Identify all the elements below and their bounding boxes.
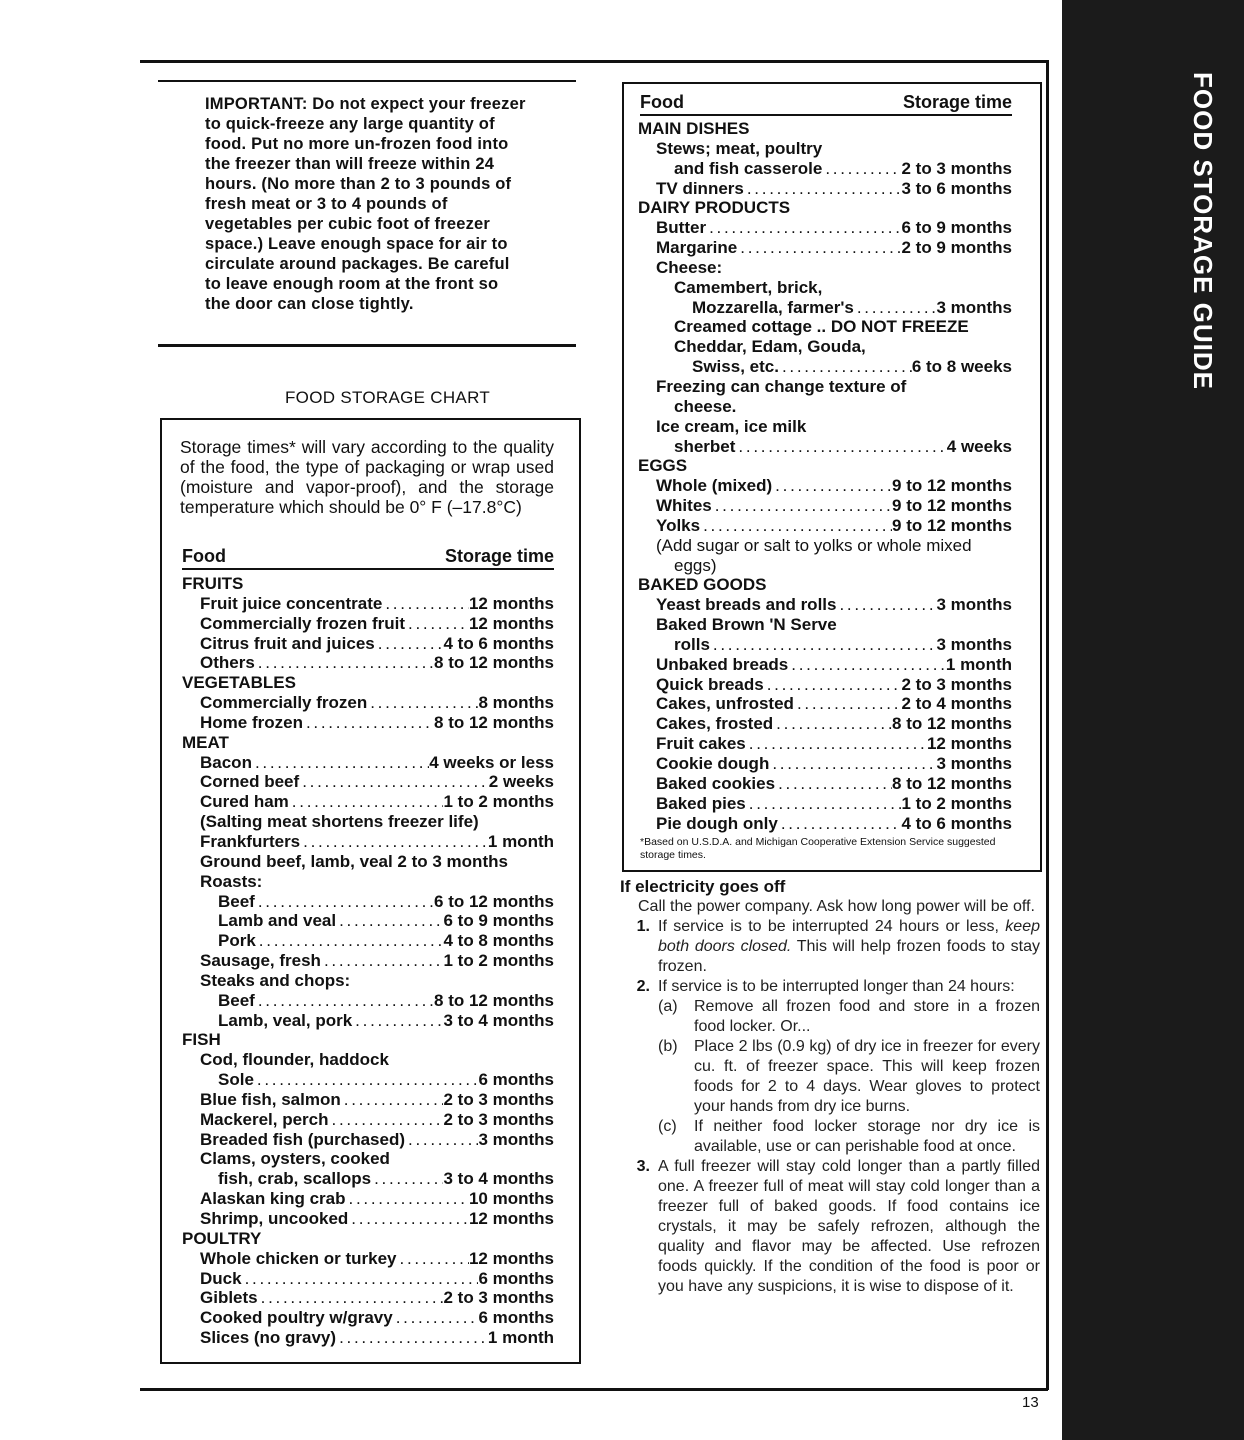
sub-a-text: Remove all frozen food and store in a frozen food locker. Or... [694, 998, 1040, 1035]
dot-leader [321, 951, 444, 971]
storage-row [182, 1308, 554, 1328]
food-name: Mozzarella, farmer's [692, 297, 854, 317]
storage-time: 4 weeks [946, 436, 1012, 456]
storage-time: 2 to 3 months [901, 158, 1012, 178]
dot-leader [299, 772, 489, 792]
food-name: Cakes, frosted [656, 714, 774, 734]
dot-leader [405, 614, 469, 634]
storage-time: 2 to 3 months [443, 1109, 554, 1129]
item-3-text: A full freezer will stay cold longer than a partly filled one. A freezer full of meat will stay cold longer than a freezer full of baked goods. If food contains ice crystals, it may be safely refrozen, although the quality and flavor may be affected. Use refrozen foods quickly. If the condition of the food is poor or you have any suspicions, it is wise to dispose of it. [658, 1158, 1040, 1295]
side-tab-label: FOOD STORAGE GUIDE [1188, 72, 1218, 390]
storage-row [182, 772, 554, 792]
food-name: Slices (no gravy) [200, 1328, 337, 1348]
dot-leader [710, 635, 937, 655]
food-name: Duck [200, 1268, 242, 1288]
food-name: Baked pies [656, 793, 746, 813]
storage-time: 3 to 4 months [443, 1010, 554, 1030]
food-name: Butter [656, 218, 707, 238]
storage-row [638, 159, 1012, 179]
storage-row [638, 694, 1012, 714]
chart-footnote: *Based on U.S.D.A. and Michigan Cooperative Extension Service suggested storage times. [640, 836, 996, 861]
storage-line: Cod, flounder, haddock [200, 1050, 389, 1070]
food-name: Margarine [656, 238, 738, 258]
storage-row [638, 675, 1012, 695]
storage-row [638, 238, 1012, 258]
chart-title: FOOD STORAGE CHART [285, 388, 491, 407]
storage-line: Roasts: [200, 871, 263, 891]
dot-leader [242, 1269, 479, 1289]
side-tab-label-wrap [1184, 72, 1224, 390]
category-heading: POULTRY [182, 1228, 262, 1248]
storage-time: 12 months [926, 734, 1012, 754]
dot-leader [255, 991, 434, 1011]
dot-leader [254, 1070, 479, 1090]
sub-c-label: (c) [658, 1118, 677, 1135]
category-heading: DAIRY PRODUCTS [638, 198, 791, 218]
storage-row [182, 792, 554, 812]
item-number: 1. [636, 918, 650, 935]
food-name: Bacon [200, 752, 252, 772]
food-name: Yeast breads and rolls [656, 595, 837, 615]
storage-row [638, 595, 1012, 615]
power-intro: Call the power company. Ask how long power will be off. [638, 898, 1035, 915]
food-name: Giblets [200, 1288, 258, 1308]
storage-time: 8 to 12 months [892, 714, 1012, 734]
dot-leader [371, 1169, 443, 1189]
dot-leader [393, 1308, 479, 1328]
food-name: Blue fish, salmon [200, 1089, 341, 1109]
food-name: Breaded fish (purchased) [200, 1129, 405, 1149]
storage-time: 2 to 3 months [443, 1089, 554, 1109]
storage-line: cheese. [674, 396, 737, 416]
food-name: Pie dough only [656, 813, 778, 833]
food-name: TV dinners [656, 178, 744, 198]
storage-time: 4 weeks or less [429, 752, 554, 772]
storage-line: Creamed cottage .. DO NOT FREEZE [674, 317, 969, 337]
storage-time: 2 weeks [488, 772, 554, 792]
dot-leader [329, 1110, 444, 1130]
storage-time: 4 to 6 months [443, 633, 554, 653]
dot-leader [303, 713, 434, 733]
item-2-text: If service is to be interrupted longer than 24 hours: [658, 978, 1015, 995]
storage-row [638, 437, 1012, 457]
food-name: Lamb and veal [218, 911, 337, 931]
storage-time: 12 months [468, 1248, 554, 1268]
dot-leader [382, 594, 469, 614]
storage-row [182, 634, 554, 654]
storage-row [182, 892, 554, 912]
storage-row [638, 814, 1012, 834]
storage-time: 3 to 4 months [443, 1169, 554, 1189]
dot-leader [336, 911, 443, 931]
storage-row [182, 1011, 554, 1031]
storage-line: Cheddar, Edam, Gouda, [674, 337, 866, 357]
dot-leader [348, 1209, 469, 1229]
food-name: and fish casserole [674, 158, 823, 178]
storage-time: 4 to 6 months [901, 813, 1012, 833]
storage-time: 6 months [478, 1070, 554, 1090]
food-name: Cakes, unfrosted [656, 694, 794, 714]
dot-leader [367, 693, 478, 713]
storage-row [182, 1328, 554, 1348]
right-column-edge [1046, 60, 1049, 1390]
storage-row [638, 754, 1012, 774]
food-name: Yolks [656, 515, 701, 535]
dot-leader [336, 1328, 488, 1348]
dot-leader [405, 1130, 478, 1150]
food-name: fish, crab, scallops [218, 1169, 372, 1189]
storage-time: 12 months [468, 1209, 554, 1228]
food-name: Fruit cakes [656, 734, 746, 754]
storage-time: 2 to 4 months [901, 694, 1012, 714]
storage-row [638, 655, 1012, 675]
dot-leader [778, 814, 902, 834]
item-number [620, 997, 658, 1037]
power-sub-c [658, 1117, 1040, 1157]
storage-time: 1 month [945, 654, 1012, 674]
item-1-text-a: If service is to be interrupted 24 hours or less, [658, 918, 999, 935]
power-sub-b-wrap [620, 1037, 1040, 1117]
dot-leader [258, 1288, 444, 1308]
storage-time: 3 months [936, 595, 1012, 615]
storage-row [638, 734, 1012, 754]
storage-time: 6 months [478, 1308, 554, 1328]
storage-row [182, 614, 554, 634]
important-bottom-rule [158, 344, 576, 347]
important-note: IMPORTANT: Do not expect your freezer to quick-freeze any large quantity of food. Put no more un-frozen food into the freezer than will freeze within 24 hours. (No more than 2 to 3 pounds of fresh meat or 3 to 4 pounds of vegetables per cubic foot of freezer space.) Leave enough space for air to circulate around packages. Be careful to leave enough room at the front so the door can close tightly. [205, 95, 526, 313]
chart-intro: Storage times* will vary according to the quality of the food, the type of packaging or wrap used (moisture and vapor-proof), and the storage temperature which should be 0° F (–17.8°C) [180, 437, 554, 517]
food-column-header: Food [182, 546, 226, 566]
dot-leader [300, 832, 488, 852]
food-name: sherbet [674, 436, 736, 456]
storage-line: Ground beef, lamb, veal 2 to 3 months [200, 851, 508, 871]
dot-leader [737, 238, 901, 258]
storage-line: Freezing can change texture of [656, 376, 907, 396]
storage-row [182, 832, 554, 852]
storage-line: Stews; meat, poultry [656, 138, 823, 158]
page-number: 13 [1022, 1394, 1039, 1411]
storage-time: 8 to 12 months [434, 712, 554, 732]
storage-row [638, 496, 1012, 516]
top-rule [140, 60, 1048, 63]
storage-time: 12 months [468, 613, 554, 633]
food-name: Commercially frozen [200, 693, 368, 713]
dot-leader [764, 675, 902, 695]
storage-row [638, 635, 1012, 655]
storage-time: 3 months [478, 1129, 554, 1149]
food-name: Citrus fruit and juices [200, 633, 375, 653]
storage-note: (Add sugar or salt to yolks or whole mixed [656, 535, 972, 555]
dot-leader [341, 1090, 444, 1110]
storage-time: 6 months [478, 1268, 554, 1288]
power-heading: If electricity goes off [620, 877, 786, 896]
dot-leader [854, 298, 937, 318]
food-column-header-right: Food [640, 92, 684, 112]
power-item-2 [620, 977, 1040, 997]
item-number: 3. [636, 1158, 650, 1175]
dot-leader [746, 734, 927, 754]
bottom-rule [140, 1388, 1048, 1391]
category-heading: FRUITS [182, 574, 244, 593]
storage-time: 2 to 3 months [443, 1288, 554, 1308]
power-sub-a-wrap [620, 997, 1040, 1037]
storage-time: 2 to 9 months [901, 238, 1012, 258]
food-name: Lamb, veal, pork [218, 1010, 353, 1030]
left-table-header [182, 546, 554, 570]
food-name: Whole chicken or turkey [200, 1248, 397, 1268]
storage-time: 1 to 2 months [443, 792, 554, 812]
food-name: Cooked poultry w/gravy [200, 1308, 393, 1328]
dot-leader [712, 496, 892, 516]
dot-leader [255, 653, 434, 673]
sub-a-label: (a) [658, 998, 678, 1015]
food-name: Cookie dough [656, 754, 770, 773]
storage-row [638, 476, 1012, 496]
storage-time: 4 to 8 months [443, 931, 554, 951]
storage-time: 8 months [478, 693, 554, 713]
food-name: rolls [674, 634, 710, 654]
power-sub-c-wrap [620, 1117, 1040, 1157]
storage-row [182, 1169, 554, 1189]
storage-time: 9 to 12 months [892, 476, 1012, 496]
storage-time: 12 months [468, 593, 554, 613]
storage-time: 6 to 12 months [434, 891, 554, 911]
food-name: Mackerel, perch [200, 1109, 329, 1129]
dot-leader [289, 792, 444, 812]
food-name: Quick breads [656, 674, 764, 694]
food-name: Swiss, etc. [692, 357, 779, 377]
dot-leader [346, 1189, 469, 1209]
food-name: Sole [218, 1070, 254, 1090]
item-number: 2. [636, 978, 650, 995]
category-heading: MAIN DISHES [638, 119, 750, 138]
storage-row [638, 357, 1012, 377]
dot-leader [794, 694, 902, 714]
item-number [620, 1037, 658, 1117]
storage-row [182, 911, 554, 931]
dot-leader [772, 476, 892, 496]
storage-row [182, 1070, 554, 1090]
dot-leader [746, 794, 902, 814]
storage-row [638, 298, 1012, 318]
right-storage-list [638, 119, 1012, 833]
dot-leader [775, 774, 892, 794]
storage-time: 1 to 2 months [901, 793, 1012, 813]
power-sub-a [658, 997, 1040, 1037]
dot-leader [252, 753, 429, 773]
storage-time: 3 months [936, 634, 1012, 654]
storage-row [182, 1209, 554, 1229]
food-name: Beef [218, 990, 255, 1010]
storage-row [182, 1249, 554, 1269]
storage-row [182, 951, 554, 971]
category-heading: BAKED GOODS [638, 575, 767, 595]
category-heading: EGGS [638, 456, 688, 476]
category-heading: MEAT [182, 732, 229, 752]
dot-leader [256, 931, 444, 951]
storage-row [638, 794, 1012, 814]
storage-row [182, 1269, 554, 1289]
dot-leader [397, 1249, 469, 1269]
storage-time: 3 to 6 months [901, 178, 1012, 198]
power-outage-section [620, 877, 1040, 1297]
storage-column-header: Storage time [444, 546, 554, 566]
storage-time: 6 to 9 months [443, 911, 554, 931]
storage-row [182, 693, 554, 713]
food-name: Others [200, 653, 255, 673]
storage-time: 6 to 9 months [901, 218, 1012, 238]
important-top-rule [158, 80, 576, 82]
food-name: Beef [218, 891, 255, 911]
storage-row [182, 1090, 554, 1110]
storage-row [182, 1130, 554, 1150]
dot-leader [735, 437, 946, 457]
food-name: Commercially frozen fruit [200, 613, 405, 633]
storage-row [638, 218, 1012, 238]
food-name: Shrimp, uncooked [200, 1209, 349, 1228]
dot-leader [822, 159, 901, 179]
storage-time: 3 months [936, 754, 1012, 773]
item-number [620, 1117, 658, 1157]
food-name: Sausage, fresh [200, 951, 321, 971]
dot-leader [744, 179, 902, 199]
item-1-text-b: This will help frozen foods to stay frozen. [658, 938, 1041, 975]
power-sub-b [658, 1037, 1040, 1117]
storage-time: 8 to 12 months [434, 990, 554, 1010]
sub-b-label: (b) [658, 1038, 678, 1055]
dot-leader [375, 634, 444, 654]
storage-row [182, 653, 554, 673]
food-name: Alaskan king crab [200, 1189, 346, 1209]
food-name: Fruit juice concentrate [200, 593, 383, 613]
storage-row [638, 516, 1012, 536]
food-name: Corned beef [200, 772, 300, 792]
storage-line: Clams, oysters, cooked [200, 1149, 390, 1169]
power-item-3 [620, 1157, 1040, 1297]
category-heading: FISH [182, 1030, 221, 1050]
storage-column-header-right: Storage time [902, 92, 1012, 112]
sub-b-text: Place 2 lbs (0.9 kg) of dry ice in freezer for every cu. ft. of freezer space. This will keep frozen foods for 2 to 4 days. Wear gloves to protect your hands from dry ice burns. [694, 1038, 1040, 1115]
storage-row [182, 1110, 554, 1130]
storage-time: 8 to 12 months [892, 773, 1012, 793]
storage-row [182, 753, 554, 773]
storage-row [182, 931, 554, 951]
storage-time: 6 to 8 weeks [911, 357, 1012, 377]
storage-line: Steaks and chops: [200, 970, 351, 990]
power-item-1 [620, 917, 1040, 977]
storage-time: 3 months [936, 297, 1012, 317]
dot-leader [836, 595, 936, 615]
storage-time: 8 to 12 months [434, 653, 554, 673]
food-name: Baked cookies [656, 773, 776, 793]
food-name: Whole (mixed) [656, 476, 773, 496]
storage-time: 1 to 2 months [443, 951, 554, 971]
storage-time: 9 to 12 months [892, 515, 1012, 535]
dot-leader [706, 218, 901, 238]
storage-row [638, 714, 1012, 734]
dot-leader [255, 892, 434, 912]
storage-row [182, 991, 554, 1011]
dot-leader [700, 516, 892, 536]
storage-row [182, 1288, 554, 1308]
storage-row [182, 713, 554, 733]
category-heading: VEGETABLES [182, 673, 296, 693]
storage-time: 2 to 3 months [901, 674, 1012, 694]
storage-row [638, 179, 1012, 199]
left-storage-list [182, 574, 554, 1348]
side-tab [1062, 0, 1244, 1440]
dot-leader [773, 714, 892, 734]
storage-time: 1 month [487, 1328, 554, 1348]
dot-leader [352, 1011, 443, 1031]
storage-time: 1 month [487, 831, 554, 851]
food-name: Cured ham [200, 792, 289, 812]
storage-row [638, 774, 1012, 794]
right-table-header [640, 92, 1012, 116]
food-name: Home frozen [200, 712, 303, 732]
dot-leader [769, 754, 936, 774]
storage-line: Ice cream, ice milk [656, 416, 807, 436]
item-text [658, 917, 1040, 977]
storage-note: eggs) [674, 555, 717, 575]
food-name: Whites [656, 496, 712, 516]
dot-leader [779, 357, 912, 377]
storage-time: 10 months [468, 1189, 554, 1209]
food-name: Unbaked breads [656, 654, 789, 674]
food-name: Frankfurters [200, 831, 301, 851]
dot-leader [788, 655, 946, 675]
food-name: Pork [218, 931, 256, 951]
storage-time: 9 to 12 months [892, 496, 1012, 516]
sub-c-text: If neither food locker storage nor dry ice is available, use or can perishable food at once. [694, 1118, 1040, 1155]
storage-line: Camembert, brick, [674, 277, 823, 297]
storage-row [182, 1189, 554, 1209]
storage-line: Cheese: [656, 257, 723, 277]
storage-row [182, 594, 554, 614]
item-1-emphasis: keep both doors closed. [658, 918, 1040, 955]
storage-line: (Salting meat shortens freezer life) [200, 812, 479, 832]
storage-line: Baked Brown 'N Serve [656, 615, 837, 635]
